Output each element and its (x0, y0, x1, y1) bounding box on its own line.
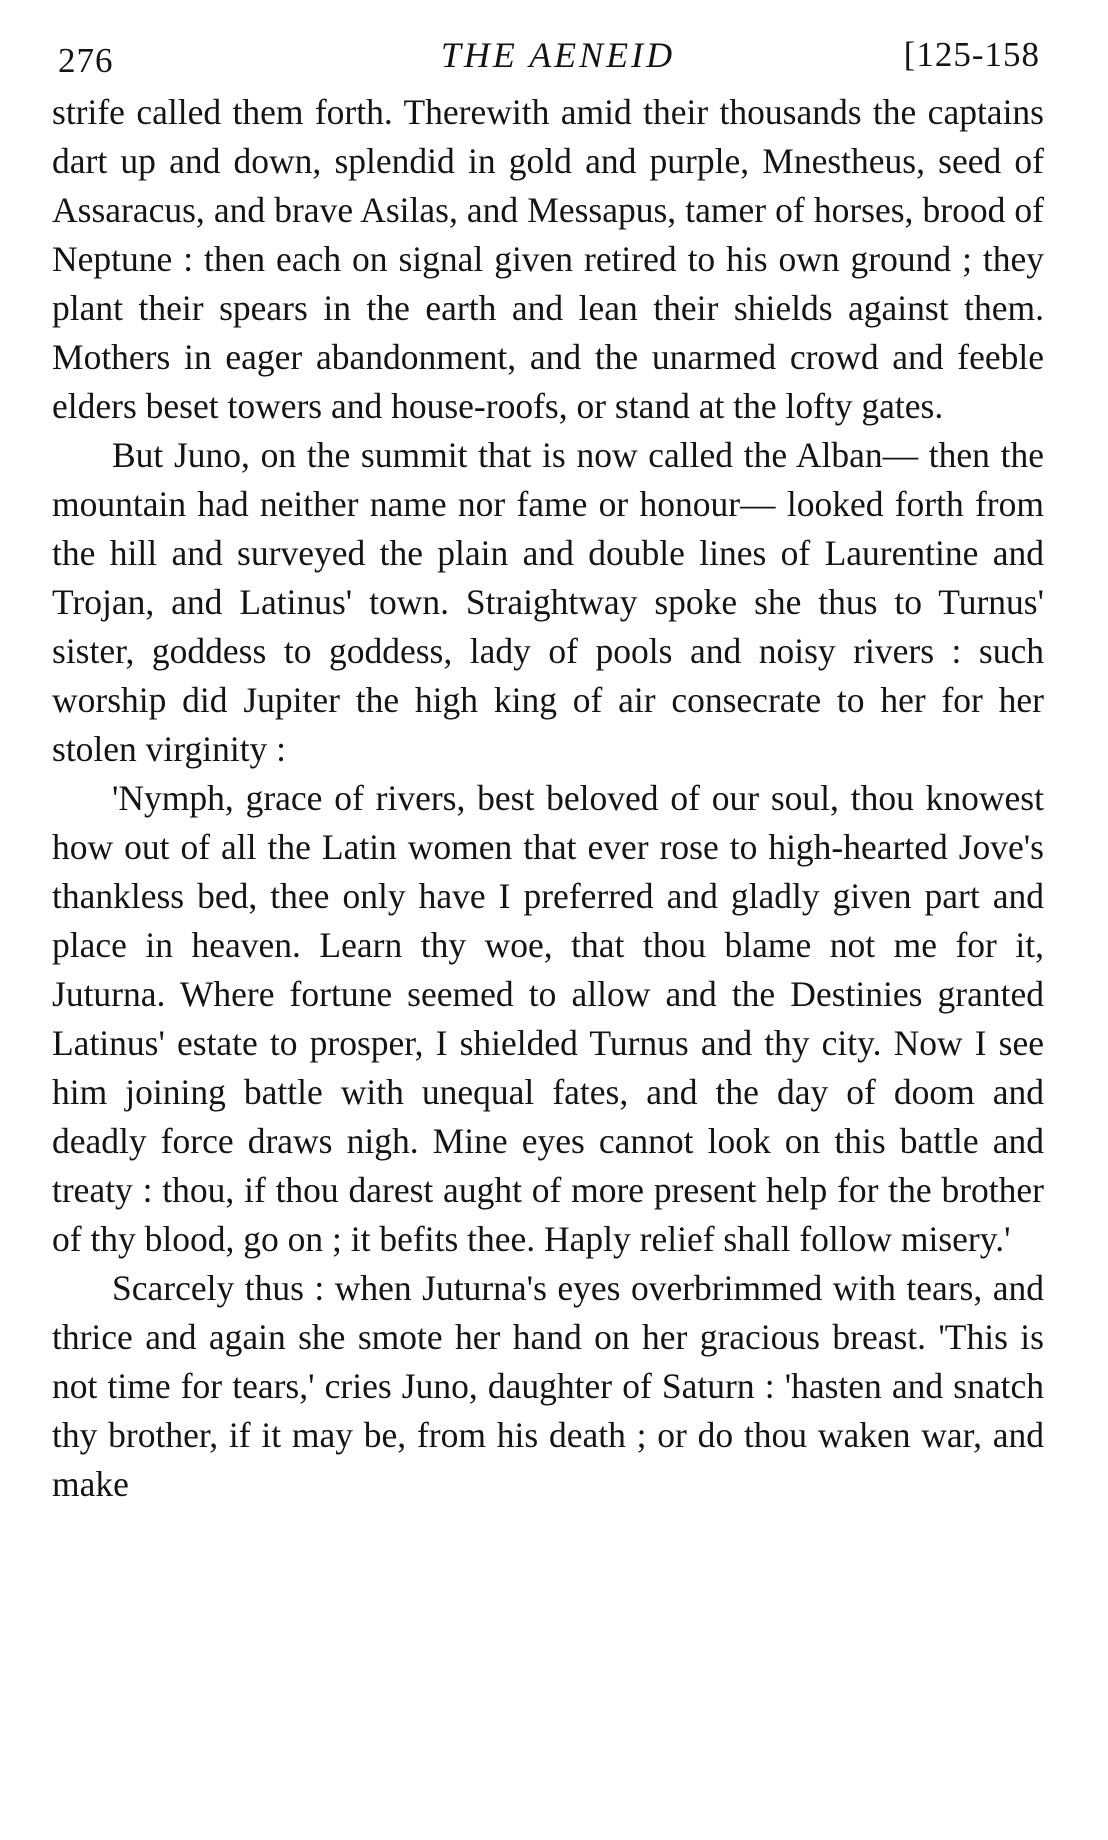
paragraph-juno-summit: But Juno, on the summit that is now called the Alban— then the mountain had neither name nor fame or honour— looked forth from the hill and surveyed the plain and double lines of Laurentine and Trojan, and Latinus' town. Straightway spoke she thus to Turnus' sister, goddess to goddess, lady of pools and noisy rivers : such worship did Jupiter the high king of air consecrate to her for her stolen virginity : (52, 435, 1044, 769)
page-header (52, 28, 1064, 82)
paragraph-juturna-tears: Scarcely thus : when Juturna's eyes overbrimmed with tears, and thrice and again she smote her hand on her gracious breast. 'This is not time for tears,' cries Juno, daughter of Saturn : 'hasten and snatch thy brother, if it may be, from his death ; or do thou waken war, and make (52, 1268, 1044, 1504)
book-page (52, 28, 1064, 1509)
body-text (52, 88, 1064, 1509)
running-title: THE AENEID (440, 35, 676, 75)
line-range: [125-158 (903, 35, 1040, 74)
paragraph-continuation: strife called them forth. Therewith amid their thousands the captains dart up and down, splendid in gold and purple, Mnestheus, seed of Assaracus, and brave Asilas, and Messapus, tamer of horses, brood of Neptune : then each on signal given retired to his own ground ; they plant their spears in the earth and lean their shields against them. Mothers in eager abandonment, and the unarmed crowd and feeble elders beset towers and house-roofs, or stand at the lofty gates. (52, 92, 1044, 426)
paragraph-juno-speech: 'Nymph, grace of rivers, best beloved of our soul, thou knowest how out of all the Latin women that ever rose to high-hearted Jove's thankless bed, thee only have I preferred and gladly given part and place in heaven. Learn thy woe, that thou blame not me for it, Juturna. Where fortune seemed to allow and the Destinies granted Latinus' estate to prosper, I shielded Turnus and thy city. Now I see him joining battle with unequal fates, and the day of doom and deadly force draws nigh. Mine eyes cannot look on this battle and treaty : thou, if thou darest aught of more present help for the brother of thy blood, go on ; it befits thee. Haply relief shall follow misery.' (52, 778, 1044, 1259)
page-number: 276 (58, 41, 114, 80)
